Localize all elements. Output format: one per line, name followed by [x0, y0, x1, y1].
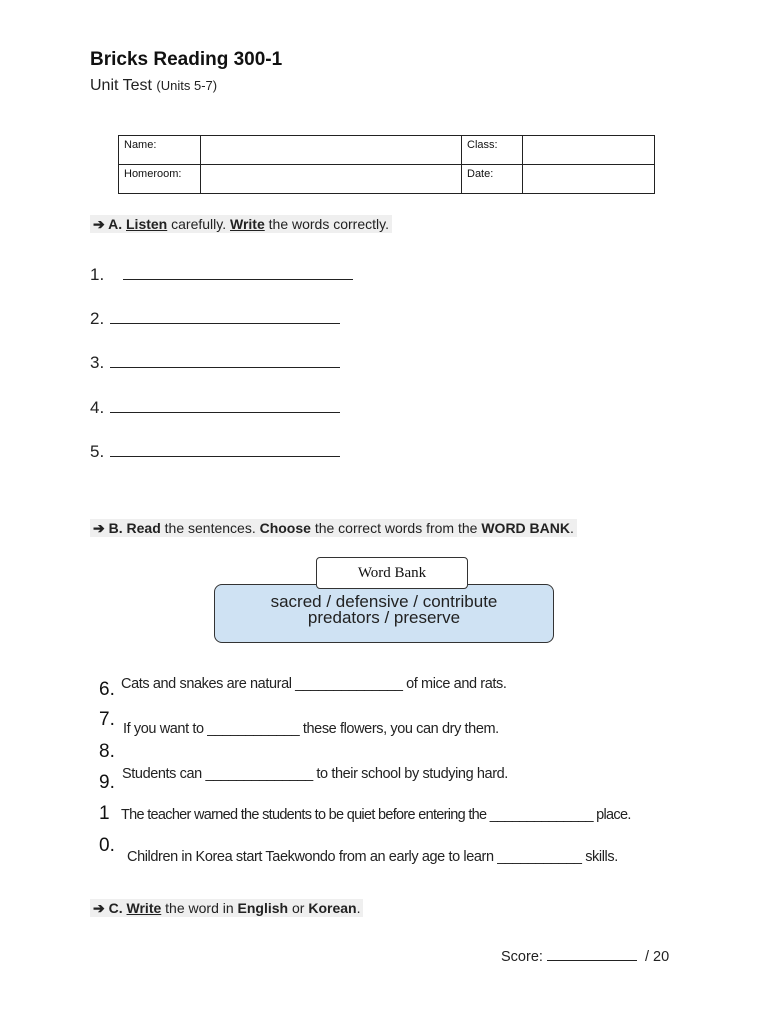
name-label: Name:	[119, 136, 201, 165]
answer-line-1[interactable]	[90, 261, 353, 285]
page-subtitle	[90, 77, 217, 95]
word-bank-box	[214, 584, 554, 643]
or-word: or	[291, 900, 305, 916]
period: .	[356, 900, 361, 916]
answer-number: 3.	[90, 353, 105, 372]
date-field[interactable]	[523, 165, 655, 194]
score-label: Score:	[501, 949, 543, 965]
word-bank-title: Word Bank	[316, 557, 468, 589]
period: .	[570, 520, 574, 536]
subtitle-units: (Units 5-7)	[156, 78, 218, 93]
answer-number: 5.	[90, 442, 105, 461]
question-number: 8.	[99, 741, 115, 762]
choose-word: Choose	[259, 520, 311, 536]
answer-blank[interactable]	[110, 305, 340, 324]
section-a-arrow: ➔ A.	[93, 216, 123, 232]
question-number: 7.	[99, 709, 115, 730]
answer-line-5[interactable]	[90, 438, 340, 462]
carefully-word: carefully.	[171, 216, 227, 232]
homeroom-field[interactable]	[201, 165, 462, 194]
score-total: / 20	[644, 949, 670, 965]
score-blank[interactable]	[547, 946, 637, 961]
answer-blank[interactable]	[110, 438, 340, 457]
student-info-table	[118, 135, 655, 194]
answer-line-2[interactable]	[90, 305, 340, 329]
write-word: Write	[126, 900, 162, 916]
section-c-arrow: ➔ C.	[93, 900, 123, 916]
answer-blank[interactable]	[110, 349, 340, 368]
answer-line-3[interactable]	[90, 349, 340, 373]
english-word: English	[237, 900, 289, 916]
answer-number: 4.	[90, 398, 105, 417]
page-title: Bricks Reading 300-1	[90, 49, 283, 70]
the-sentences: the sentences.	[164, 520, 256, 536]
section-b-instruction	[90, 520, 577, 538]
question-number: 9.	[99, 772, 115, 793]
answer-number: 1.	[90, 265, 105, 284]
section-c-mid: the word in	[165, 900, 234, 916]
listen-word: Listen	[126, 216, 168, 232]
section-c-instruction	[90, 900, 363, 918]
section-a-rest: the words correctly.	[268, 216, 389, 232]
question-number: 0.	[99, 835, 115, 856]
subtitle-text: Unit Test	[90, 77, 152, 94]
sentence-10: Children in Korea start Taekwondo from an early age to learn ___________ skills.	[127, 849, 618, 865]
section-a-instruction	[90, 216, 392, 234]
question-number: 6.	[99, 679, 115, 700]
class-field[interactable]	[523, 136, 655, 165]
sentence-6: Cats and snakes are natural ______________ of mice and rats.	[121, 676, 507, 692]
question-number: 1	[99, 803, 110, 824]
answer-blank[interactable]	[123, 261, 353, 280]
read-word: Read	[126, 520, 161, 536]
write-word: Write	[230, 216, 265, 232]
sentence-9: The teacher warned the students to be quiet before entering the ______________ place.	[121, 807, 631, 823]
date-label: Date:	[462, 165, 523, 194]
score-area	[501, 946, 669, 965]
korean-word: Korean	[308, 900, 357, 916]
answer-number: 2.	[90, 309, 105, 328]
sentence-8: Students can ______________ to their school by studying hard.	[122, 766, 508, 782]
class-label: Class:	[462, 136, 523, 165]
answer-blank[interactable]	[110, 394, 340, 413]
section-b-arrow: ➔ B.	[93, 520, 123, 536]
name-field[interactable]	[201, 136, 462, 165]
word-bank-line-2: predators / preserve	[307, 608, 461, 627]
sentence-7: If you want to ____________ these flowers, you can dry them.	[123, 721, 499, 737]
section-b-mid: the correct words from the	[314, 520, 478, 536]
word-bank-bold: WORD BANK	[481, 520, 570, 536]
homeroom-label: Homeroom:	[119, 165, 201, 194]
answer-line-4[interactable]	[90, 394, 340, 418]
word-bank-line-1: sacred / defensive / contribute	[270, 592, 498, 611]
